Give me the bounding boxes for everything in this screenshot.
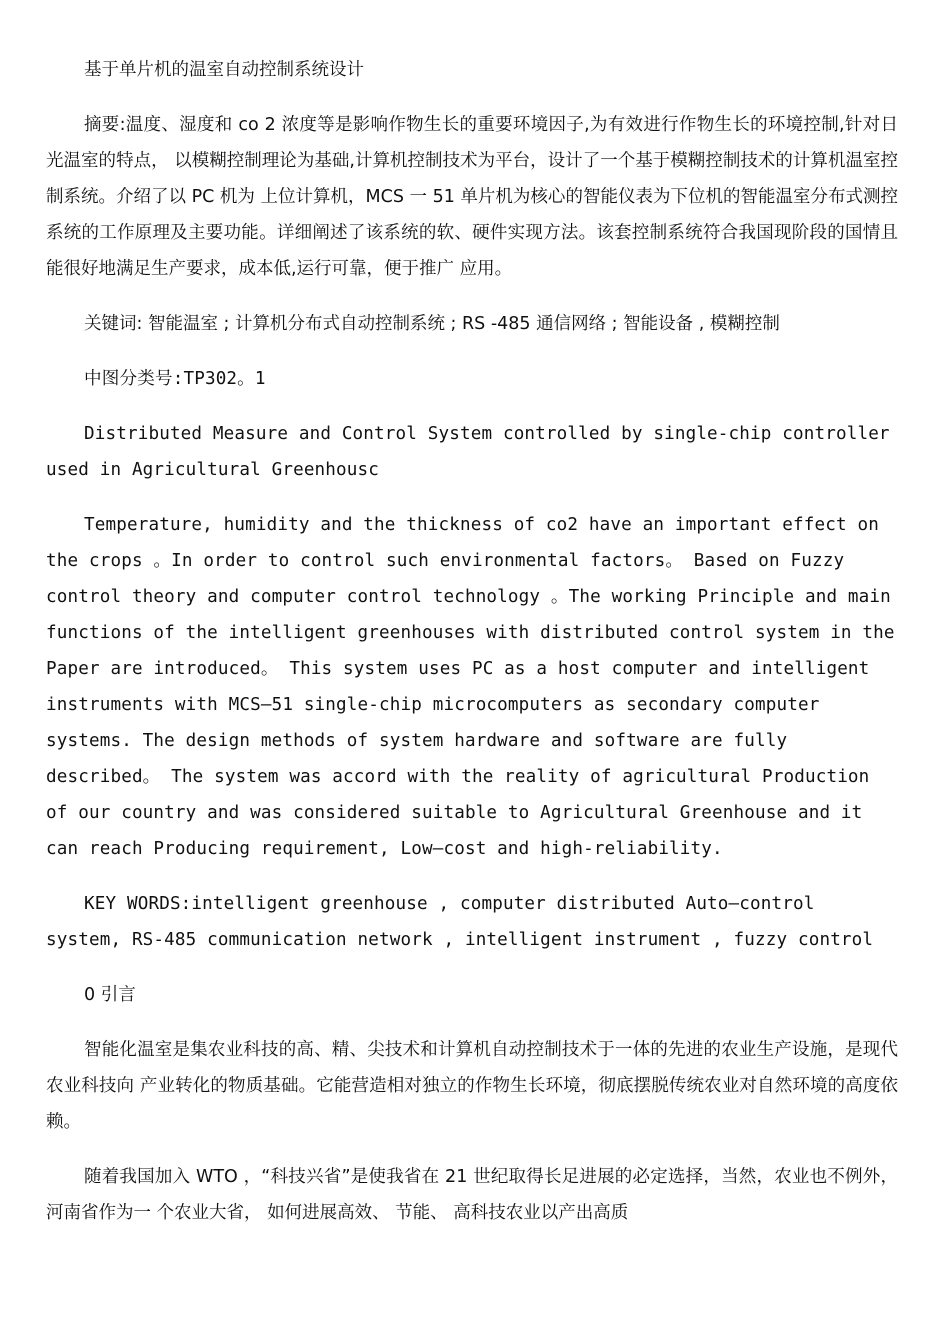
document-page [46,52,898,1250]
keywords-english: KEY WORDS:intelligent greenhouse , computer distributed Auto—control system, RS-485 communication network , intelligent instrument , fuzzy control [46,894,874,950]
abstract-chinese: 摘要:温度、湿度和 co 2 浓度等是影响作物生长的重要环境因子,为有效进行作物生长的环境控制,针对日光温室的特点， 以模糊控制理论为基础,计算机控制技术为平台，设计了一个基于模糊控制技术的计算机温室控制系统。介绍了以 PC 机为 上位计算机，MCS 一 51 单片机为核心的智能仪表为下位机的智能温室分布式测控系统的工作原理及主要功能。详细阐述了该系统的软、硬件实现方法。该套控制系统符合我国现阶段的国情且能很好地满足生产要求，成本低,运行可靠，便于推广 应用。 [46,115,898,279]
classification-number: 中图分类号:TP302。1 [84,369,266,389]
keywords-chinese: 关键词: 智能温室 ; 计算机分布式自动控制系统 ; RS -485 通信网络 ; 智能设备 , 模糊控制 [84,314,780,334]
introduction-paragraph-2: 随着我国加入 WTO ，“科技兴省”是使我省在 21 世纪取得长足进展的必定选择，当然，农业也不例外，河南省作为一 个农业大省， 如何进展高效、 节能、 高科技农业以产出高质 [46,1167,898,1223]
paper-title: 基于单片机的温室自动控制系统设计 [84,60,364,80]
paper-title-english: Distributed Measure and Control System controlled by single-chip controller used in Agricultural Greenhousc [46,424,890,480]
introduction-paragraph-1: 智能化温室是集农业科技的高、精、尖技术和计算机自动控制技术于一体的先进的农业生产设施，是现代农业科技向 产业转化的物质基础。它能营造相对独立的作物生长环境，彻底摆脱传统农业对自然环境的高度依赖。 [46,1040,898,1132]
section-heading-introduction: 0 引言 [84,985,136,1005]
abstract-english: Temperature, humidity and the thickness of co2 have an important effect on the crops 。In order to control such environmental factors。 Based on Fuzzy control theory and computer control technology 。The working Principle and main functions of the intelligent greenhouses with distributed control system in the Paper are introduced。 This system uses PC as a host computer and intelligent instruments with MCS—51 single-chip microcomputers as secondary computer systems. The design methods of system hardware and software are fully described。 The system was accord with the reality of agricultural Production of our country and was considered suitable to Agricultural Greenhouse and it can reach Producing requirement, Low—cost and high-reliability. [46,515,895,859]
